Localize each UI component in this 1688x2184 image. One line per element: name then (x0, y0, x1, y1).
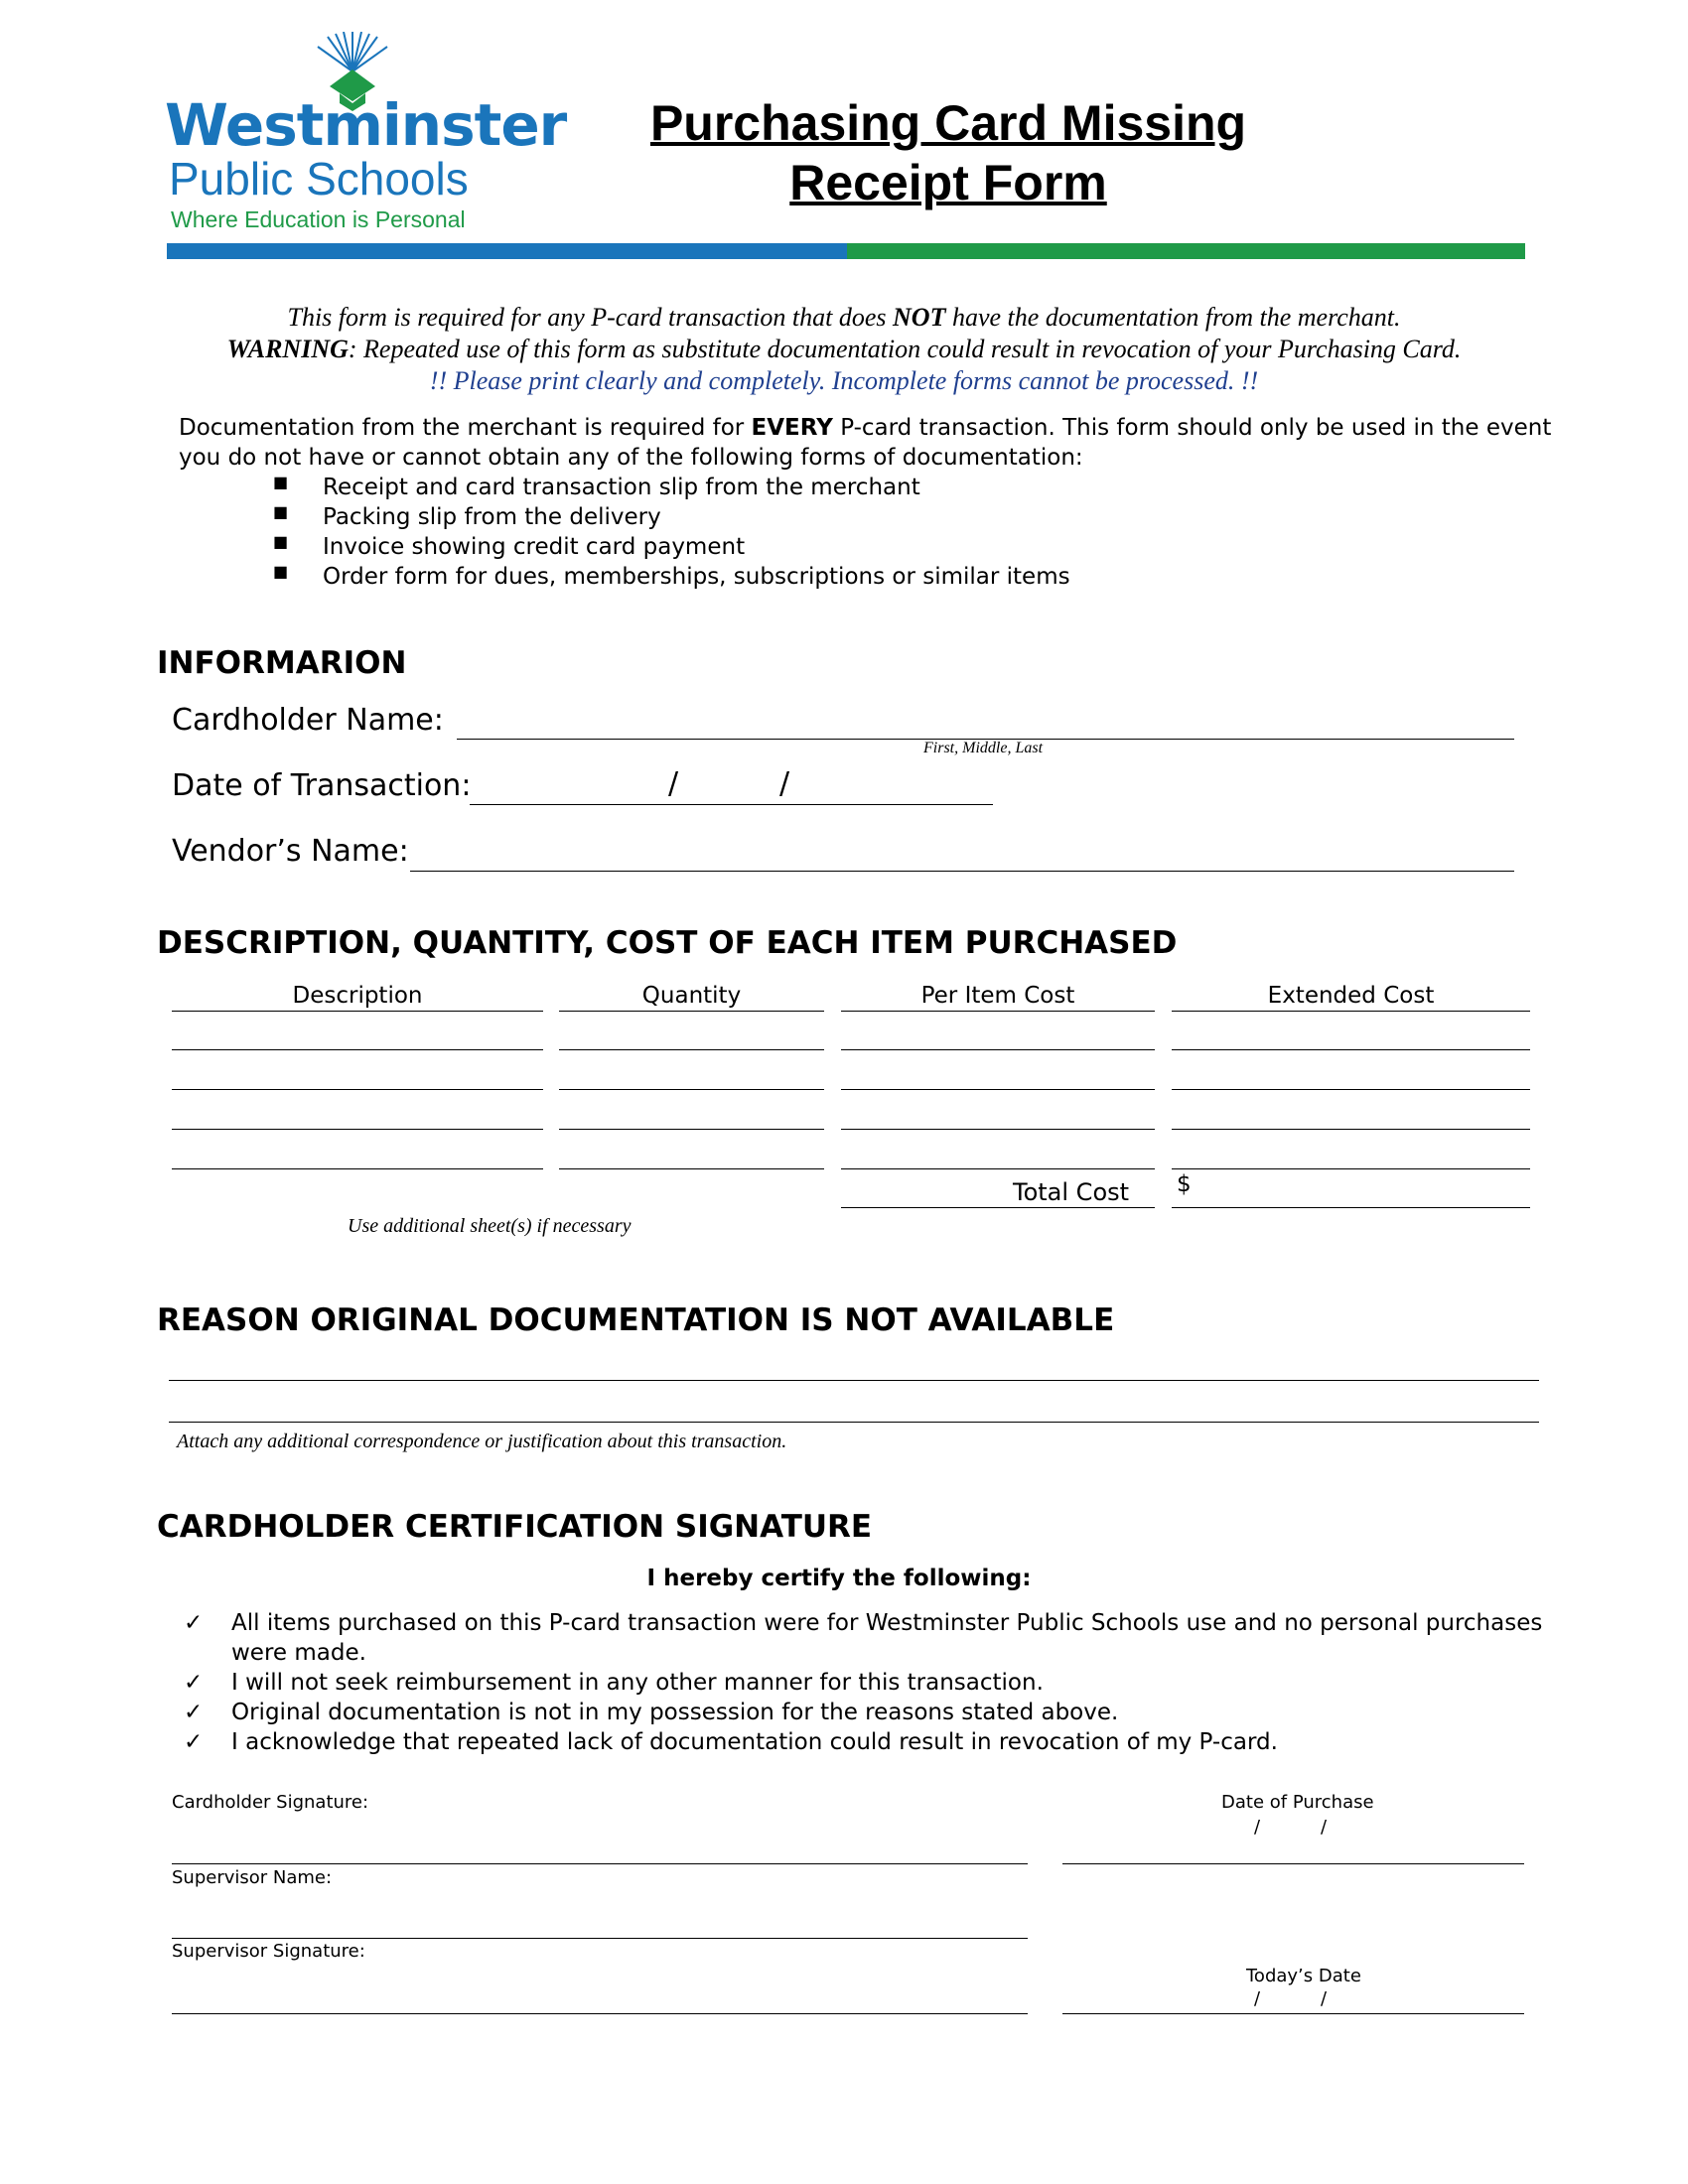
date-separator: / (779, 766, 790, 801)
bullet-item: Order form for dues, memberships, subscriptions or similar items (323, 564, 1070, 590)
warning-line: WARNING: Repeated use of this form as substitute documentation could result in revocation of your Purchasing Card. (226, 335, 1462, 363)
logo-tagline: Where Education is Personal (171, 206, 466, 232)
supervisor-signature-field[interactable] (172, 2013, 1028, 2014)
reason-field-line1[interactable] (169, 1380, 1539, 1381)
table-cell-field[interactable] (1172, 1049, 1530, 1050)
certification-item: I acknowledge that repeated lack of documentation could result in revocation of my P-card. (231, 1729, 1278, 1755)
certification-item: were made. (231, 1640, 366, 1666)
date-separator: / (1254, 1817, 1261, 1838)
table-cell-field[interactable] (841, 1049, 1155, 1050)
table-cell-field[interactable] (172, 1129, 543, 1130)
supervisor-name-field[interactable] (172, 1938, 1028, 1939)
column-header: Per Item Cost (920, 983, 1075, 1009)
table-cell-field[interactable] (841, 1168, 1155, 1169)
column-header: Quantity (641, 983, 742, 1009)
supervisor-name-label: Supervisor Name: (172, 1867, 333, 1888)
table-cell-field[interactable] (559, 1049, 824, 1050)
bullet-item: Receipt and card transaction slip from the merchant (323, 475, 920, 500)
bullet-item: Invoice showing credit card payment (323, 534, 746, 560)
bullet-item: Packing slip from the delivery (323, 504, 661, 530)
reason-heading: REASON ORIGINAL DOCUMENTATION IS NOT AVAILABLE (157, 1302, 1115, 1338)
bullet-icon: ■ (273, 502, 289, 521)
checkmark-icon: ✓ (184, 1610, 204, 1636)
table-cell-field[interactable] (172, 1168, 543, 1169)
cardholder-signature-field[interactable] (172, 1863, 1028, 1864)
notice-line: !! Please print clearly and completely. Incomplete forms cannot be processed. !! (429, 366, 1259, 395)
reason-note: Attach any additional correspondence or justification about this transaction. (177, 1431, 787, 1452)
items-heading: DESCRIPTION, QUANTITY, COST OF EACH ITEM PURCHASED (157, 925, 1178, 961)
reason-field-line2[interactable] (169, 1422, 1539, 1423)
todays-date-field[interactable] (1062, 2013, 1524, 2014)
cardholder-signature-label: Cardholder Signature: (172, 1792, 369, 1813)
column-header-underline (1172, 1011, 1530, 1012)
date-separator: / (1254, 1988, 1261, 2009)
certification-item: All items purchased on this P-card transaction were for Westminster Public Schools use and no personal purchases (231, 1610, 1543, 1636)
certification-subheading: I hereby certify the following: (646, 1566, 1032, 1591)
table-cell-field[interactable] (841, 1089, 1155, 1090)
cardholder-name-hint: First, Middle, Last (923, 740, 1044, 756)
checkmark-icon: ✓ (184, 1670, 204, 1696)
bullet-icon: ■ (273, 562, 289, 581)
form-title-line2: Receipt Form (789, 155, 1107, 210)
table-cell-field[interactable] (172, 1089, 543, 1090)
bullet-icon: ■ (273, 473, 289, 491)
column-header-underline (841, 1011, 1155, 1012)
date-of-transaction-field[interactable] (470, 804, 993, 805)
date-of-transaction-label: Date of Transaction: (172, 768, 472, 803)
currency-symbol: $ (1177, 1171, 1192, 1197)
date-of-purchase-field[interactable] (1062, 1863, 1524, 1864)
column-header: Extended Cost (1267, 983, 1435, 1009)
logo-name-line1: Westminster (165, 91, 567, 159)
intro-line: This form is required for any P-card transaction that does NOT have the documentation from the merchant. (287, 303, 1401, 332)
table-cell-field[interactable] (172, 1049, 543, 1050)
paragraph-line1: Documentation from the merchant is required for EVERY P-card transaction. This form should only be used in the event (179, 415, 1552, 441)
column-header-underline (172, 1011, 543, 1012)
logo-name-line2: Public Schools (169, 153, 469, 205)
supervisor-signature-label: Supervisor Signature: (172, 1941, 365, 1962)
total-cost-label: Total Cost (1013, 1178, 1130, 1206)
cardholder-name-label: Cardholder Name: (172, 703, 444, 738)
paragraph-line2: you do not have or cannot obtain any of the following forms of documentation: (179, 445, 1083, 471)
header-bar-green (847, 243, 1525, 259)
date-separator: / (668, 766, 679, 801)
bullet-icon: ■ (273, 532, 289, 551)
certification-item: Original documentation is not in my possession for the reasons stated above. (231, 1700, 1119, 1725)
column-header: Description (292, 983, 423, 1009)
total-cost-field[interactable] (1172, 1207, 1530, 1208)
todays-date-label: Today’s Date (1246, 1966, 1361, 1986)
form-title-line1: Purchasing Card Missing (649, 95, 1247, 151)
date-separator: / (1321, 1988, 1328, 2009)
date-of-purchase-label: Date of Purchase (1221, 1792, 1374, 1813)
table-cell-field[interactable] (559, 1089, 824, 1090)
table-cell-field[interactable] (841, 1129, 1155, 1130)
checkmark-icon: ✓ (184, 1729, 204, 1755)
vendor-name-field[interactable] (410, 871, 1514, 872)
date-separator: / (1321, 1817, 1328, 1838)
header-bar-blue (167, 243, 847, 259)
additional-sheets-note: Use additional sheet(s) if necessary (348, 1215, 632, 1237)
column-header-underline (559, 1011, 824, 1012)
table-cell-field[interactable] (1172, 1089, 1530, 1090)
table-cell-field[interactable] (1172, 1168, 1530, 1169)
vendor-name-label: Vendor’s Name: (172, 834, 409, 869)
checkmark-icon: ✓ (184, 1700, 204, 1725)
certification-item: I will not seek reimbursement in any other manner for this transaction. (231, 1670, 1044, 1696)
certification-heading: CARDHOLDER CERTIFICATION SIGNATURE (157, 1509, 873, 1545)
table-cell-field[interactable] (559, 1168, 824, 1169)
table-cell-field[interactable] (1172, 1129, 1530, 1130)
table-cell-field[interactable] (559, 1129, 824, 1130)
information-heading: INFORMARION (157, 645, 407, 681)
total-cost-divider (841, 1207, 1155, 1208)
